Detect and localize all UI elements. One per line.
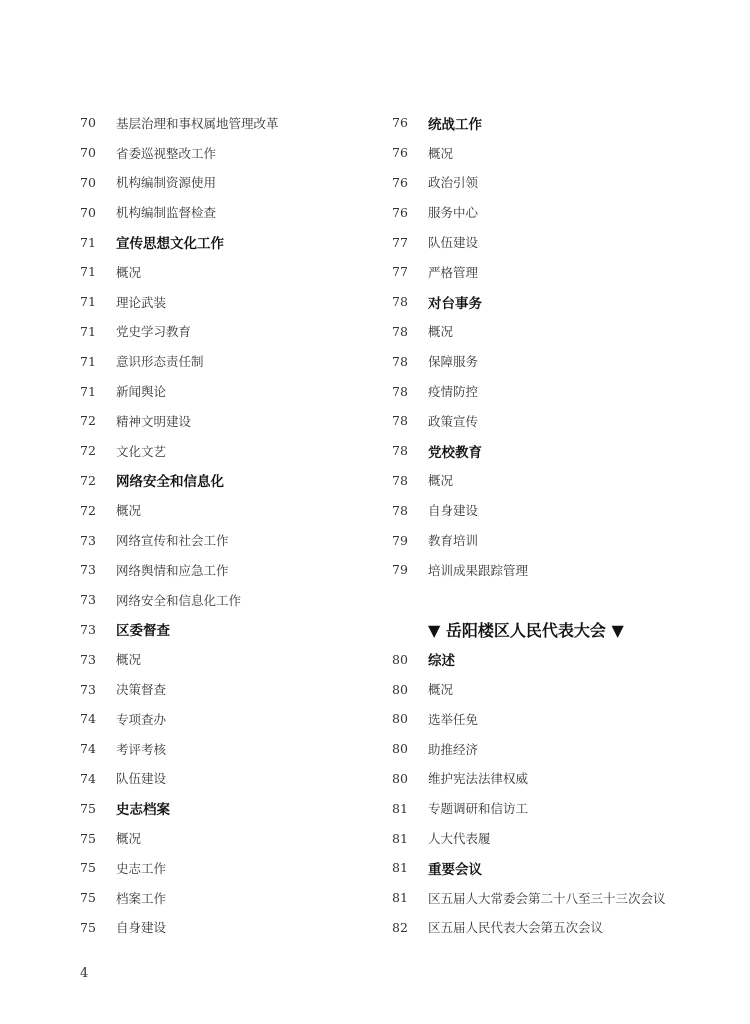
toc-entry-row (392, 704, 722, 734)
toc-page-number: 78 (392, 383, 408, 399)
toc-page-number: 73 (80, 621, 96, 637)
toc-page-number: 72 (80, 413, 96, 429)
toc-page-number: 74 (80, 711, 96, 727)
toc-entry-row (392, 823, 722, 853)
toc-page-number: 80 (392, 651, 408, 667)
toc-entry-text: 概况 (116, 652, 142, 668)
toc-page-number: 78 (392, 472, 408, 488)
toc-page-number: 78 (392, 443, 408, 459)
toc-page-number: 73 (80, 592, 96, 608)
toc-page-number: 71 (80, 383, 96, 399)
toc-page-number: 79 (392, 562, 408, 578)
toc-entry-text: 人大代表履 (428, 831, 491, 847)
toc-page-number: 75 (80, 830, 96, 846)
toc-page-number: 70 (80, 204, 96, 220)
toc-entry-row (80, 704, 380, 734)
toc-page-number: 76 (392, 115, 408, 131)
toc-heading-row (392, 287, 722, 317)
toc-entry-row (392, 138, 722, 168)
toc-page-number: 73 (80, 651, 96, 667)
toc-entry-row (80, 555, 380, 585)
toc-entry-row (392, 168, 722, 198)
toc-page-number: 70 (80, 145, 96, 161)
toc-heading-text: 统战工作 (428, 116, 482, 133)
toc-entry-row (80, 287, 380, 317)
toc-entry-row (392, 466, 722, 496)
toc-right-top (392, 108, 722, 585)
toc-entry-row (392, 227, 722, 257)
toc-page-number: 73 (80, 562, 96, 578)
toc-entry-text: 省委巡视整改工作 (116, 145, 217, 161)
toc-entry-row (392, 257, 722, 287)
toc-entry-row (392, 197, 722, 227)
toc-entry-text: 维护宪法法律权威 (428, 771, 529, 787)
toc-page-number: 81 (392, 800, 408, 816)
toc-page-number: 75 (80, 919, 96, 935)
toc-entry-text: 精神文明建设 (116, 413, 192, 429)
toc-entry-row (80, 495, 380, 525)
toc-page-number: 78 (392, 294, 408, 310)
toc-entry-text: 意识形态责任制 (116, 354, 204, 370)
toc-heading-row (392, 644, 722, 674)
toc-page-number: 75 (80, 800, 96, 816)
toc-page-number: 78 (392, 353, 408, 369)
toc-entry-text: 概况 (428, 473, 454, 489)
toc-entry-row (80, 406, 380, 436)
toc-page-number: 71 (80, 264, 96, 280)
toc-page-number: 81 (392, 890, 408, 906)
toc-entry-row (392, 793, 722, 823)
toc-page-number: 79 (392, 532, 408, 548)
page-number: 4 (80, 966, 89, 981)
toc-page-number: 71 (80, 234, 96, 250)
toc-entry-text: 疫情防控 (428, 384, 479, 400)
toc-entry-text: 概况 (428, 145, 454, 161)
toc-entry-text: 政策宣传 (428, 413, 479, 429)
toc-entry-text: 专题调研和信访工 (428, 801, 529, 817)
toc-page-number: 72 (80, 502, 96, 518)
toc-page-number: 75 (80, 860, 96, 876)
toc-heading-row (80, 227, 380, 257)
toc-entry-row (392, 346, 722, 376)
toc-entry-row (80, 823, 380, 853)
toc-heading-text: 史志档案 (116, 802, 170, 819)
toc-entry-text: 概况 (428, 324, 454, 340)
toc-entry-row (80, 168, 380, 198)
toc-entry-row (392, 883, 722, 913)
toc-entry-row (80, 734, 380, 764)
toc-page-number: 75 (80, 890, 96, 906)
toc-entry-text: 专项查办 (116, 711, 167, 727)
toc-entry-text: 概况 (116, 831, 142, 847)
toc-page-number: 77 (392, 234, 408, 250)
toc-entry-row (80, 644, 380, 674)
toc-page-number: 76 (392, 145, 408, 161)
toc-page-number: 81 (392, 860, 408, 876)
toc-heading-text: 区委督查 (116, 623, 170, 640)
toc-page-number: 80 (392, 770, 408, 786)
toc-heading-text: 宣传思想文化工作 (116, 236, 224, 253)
toc-entry-row (392, 674, 722, 704)
toc-entry-row (80, 317, 380, 347)
toc-entry-text: 教育培训 (428, 533, 479, 549)
section-title: ▼ 岳阳楼区人民代表大会 ▼ (428, 620, 624, 640)
toc-entry-row (80, 674, 380, 704)
toc-entry-text: 政治引领 (428, 175, 479, 191)
toc-page-number: 78 (392, 413, 408, 429)
toc-entry-text: 史志工作 (116, 860, 167, 876)
toc-entry-text: 选举任免 (428, 711, 479, 727)
toc-entry-text: 区五届人民代表大会第五次会议 (428, 920, 604, 936)
toc-entry-text: 自身建设 (116, 920, 167, 936)
toc-entry-row (392, 495, 722, 525)
toc-entry-text: 自身建设 (428, 503, 479, 519)
toc-heading-row (80, 466, 380, 496)
toc-page-number: 80 (392, 711, 408, 727)
toc-entry-text: 概况 (116, 264, 142, 280)
toc-heading-text: 重要会议 (428, 861, 482, 878)
toc-page-number: 78 (392, 502, 408, 518)
toc-entry-row (80, 585, 380, 615)
toc-entry-text: 区五届人大常委会第二十八至三十三次会议 (428, 890, 666, 906)
toc-page-number: 71 (80, 353, 96, 369)
toc-entry-text: 服务中心 (428, 205, 479, 221)
toc-page-number: 71 (80, 294, 96, 310)
toc-page-number: 80 (392, 681, 408, 697)
toc-heading-row (80, 793, 380, 823)
toc-entry-text: 新闻舆论 (116, 384, 167, 400)
toc-heading-row (392, 853, 722, 883)
toc-entry-row (392, 406, 722, 436)
toc-page-number: 80 (392, 741, 408, 757)
toc-heading-row (392, 108, 722, 138)
toc-heading-row (80, 615, 380, 645)
toc-right-column (392, 108, 722, 942)
toc-entry-row (80, 913, 380, 943)
toc-page-number: 72 (80, 472, 96, 488)
toc-page-number: 74 (80, 741, 96, 757)
toc-page-number: 70 (80, 115, 96, 131)
toc-entry-row (80, 257, 380, 287)
toc-entry-text: 保障服务 (428, 354, 479, 370)
toc-heading-text: 网络安全和信息化 (116, 474, 224, 491)
toc-entry-row (80, 138, 380, 168)
toc-entry-text: 队伍建设 (428, 235, 479, 251)
toc-entry-row (392, 376, 722, 406)
toc-entry-text: 网络宣传和社会工作 (116, 533, 229, 549)
toc-entry-row (392, 913, 722, 943)
toc-entry-row (80, 108, 380, 138)
toc-entry-text: 机构编制资源使用 (116, 175, 217, 191)
toc-entry-row (80, 197, 380, 227)
toc-entry-text: 助推经济 (428, 741, 479, 757)
toc-heading-text: 对台事务 (428, 295, 482, 312)
toc-entry-text: 网络安全和信息化工作 (116, 592, 242, 608)
toc-page-number: 78 (392, 323, 408, 339)
toc-entry-row (80, 525, 380, 555)
toc-entry-text: 基层治理和事权属地管理改革 (116, 115, 279, 131)
toc-entry-text: 党史学习教育 (116, 324, 192, 340)
toc-entry-text: 机构编制监督检查 (116, 205, 217, 221)
toc-page-number: 76 (392, 174, 408, 190)
toc-page-number: 73 (80, 532, 96, 548)
toc-heading-row (392, 436, 722, 466)
toc-entry-text: 严格管理 (428, 264, 479, 280)
toc-entry-text: 考评考核 (116, 741, 167, 757)
toc-entry-text: 培训成果跟踪管理 (428, 562, 529, 578)
toc-entry-text: 队伍建设 (116, 771, 167, 787)
toc-page-number: 81 (392, 830, 408, 846)
toc-entry-row (392, 734, 722, 764)
toc-page-number: 72 (80, 443, 96, 459)
toc-entry-text: 概况 (428, 682, 454, 698)
toc-entry-row (80, 883, 380, 913)
toc-entry-row (80, 853, 380, 883)
toc-entry-text: 档案工作 (116, 890, 167, 906)
toc-entry-text: 决策督查 (116, 682, 167, 698)
toc-entry-text: 文化文艺 (116, 443, 167, 459)
toc-page-number: 82 (392, 919, 408, 935)
toc-page-number: 70 (80, 174, 96, 190)
toc-heading-text: 党校教育 (428, 444, 482, 461)
toc-entry-row (80, 764, 380, 794)
toc-entry-row (80, 376, 380, 406)
toc-entry-row (392, 555, 722, 585)
toc-entry-text: 网络舆情和应急工作 (116, 562, 229, 578)
toc-page-number: 77 (392, 264, 408, 280)
toc-entry-text: 概况 (116, 503, 142, 519)
toc-page-number: 71 (80, 323, 96, 339)
toc-heading-text: 综述 (428, 653, 455, 670)
toc-right-bottom (392, 644, 722, 942)
toc-page-number: 74 (80, 770, 96, 786)
toc-page-number: 76 (392, 204, 408, 220)
toc-entry-row (80, 436, 380, 466)
toc-entry-row (392, 317, 722, 347)
toc-page-number: 73 (80, 681, 96, 697)
toc-entry-row (392, 525, 722, 555)
toc-entry-text: 理论武装 (116, 294, 167, 310)
toc-left-column (80, 108, 380, 942)
toc-entry-row (392, 764, 722, 794)
toc-entry-row (80, 346, 380, 376)
